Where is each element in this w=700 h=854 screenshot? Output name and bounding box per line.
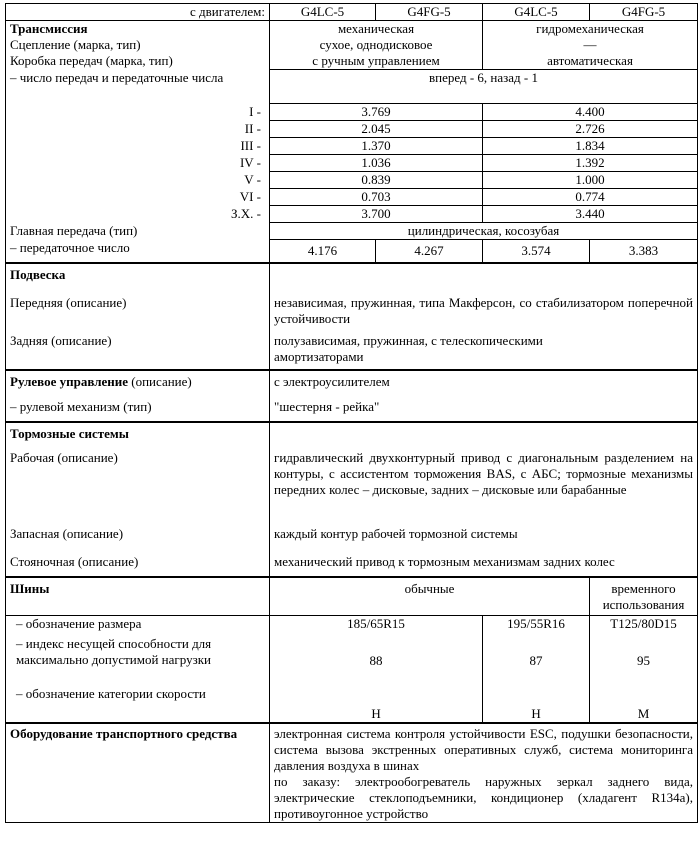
clutch-label: Сцепление (марка, тип): [10, 37, 141, 52]
spec-table: [5, 3, 698, 823]
gear-row: [6, 121, 698, 138]
gear-manual-ratio: 0.703: [270, 189, 483, 206]
tires-regular-header: обычные: [270, 577, 590, 616]
brakes-spare-value: каждый контур рабочей тормозной системы: [270, 524, 698, 552]
suspension-title-spacer: [270, 263, 698, 293]
engine-2: G4FG-5: [376, 4, 483, 21]
tires-temporary-header: временного использования: [590, 577, 698, 616]
automatic-transmission-cell: [483, 21, 698, 70]
gear-label: IV -: [6, 155, 270, 172]
gear-count-value: вперед - 6, назад - 1: [270, 70, 698, 104]
suspension-title-row: [6, 263, 698, 293]
gear-auto-ratio: 4.400: [483, 104, 698, 121]
gear-auto-ratio: 2.726: [483, 121, 698, 138]
steering-mechanism-row: [6, 396, 698, 422]
steering-mechanism-value: "шестерня - рейка": [270, 396, 698, 422]
manual-transmission-cell: [270, 21, 483, 70]
main-gear-row: [6, 223, 698, 240]
ratio-1: 4.176: [270, 240, 376, 263]
gear-label: III -: [6, 138, 270, 155]
brakes-service-value: гидравлический двухконтурный привод с диагональным разделением на контуры, с ассистентом торможения BAS, с АБС; тормозные механизмы передних колес – дисковые, задних – дисковые или барабанные: [270, 448, 698, 524]
gear-row: [6, 172, 698, 189]
suspension-rear-label: Задняя (описание): [6, 331, 270, 370]
main-gear-value: цилиндрическая, косозубая: [270, 223, 698, 240]
suspension-title-cell: [6, 263, 270, 293]
gearbox-label: Коробка передач (марка, тип): [10, 53, 173, 68]
tires-header-row: [6, 577, 698, 616]
gear-row: [6, 104, 698, 121]
gear-count-label: – число передач и передаточные числа: [6, 70, 270, 104]
gear-label: З.Х. -: [6, 206, 270, 223]
tires-size-1: 185/65R15: [270, 615, 483, 636]
gear-label: I -: [6, 104, 270, 121]
gear-manual-ratio: 0.839: [270, 172, 483, 189]
brakes-title-spacer: [270, 422, 698, 448]
tires-load-2: 87: [483, 636, 590, 686]
brakes-title-row: [6, 422, 698, 448]
ratio-2: 4.267: [376, 240, 483, 263]
suspension-rear-value: полузависимая, пружинная, с телескопическими амортизаторами: [270, 331, 698, 370]
main-gear-label: Главная передача (тип): [6, 223, 270, 240]
gear-auto-ratio: 3.440: [483, 206, 698, 223]
brakes-service-label: Рабочая (описание): [6, 448, 270, 524]
gear-auto-ratio: 0.774: [483, 189, 698, 206]
equipment-title-cell: [6, 723, 270, 823]
gear-label: V -: [6, 172, 270, 189]
brakes-title-cell: [6, 422, 270, 448]
ratio-row: [6, 240, 698, 263]
gear-label: VI -: [6, 189, 270, 206]
tires-size-3: T125/80D15: [590, 615, 698, 636]
suspension-rear-row: [6, 331, 698, 370]
transmission-labels: [6, 21, 270, 70]
gear-manual-ratio: 3.700: [270, 206, 483, 223]
manual-clutch: сухое, однодисковое: [319, 37, 433, 52]
brakes-spare-label: Запасная (описание): [6, 524, 270, 552]
transmission-title: Трансмиссия: [10, 21, 88, 36]
suspension-front-row: [6, 293, 698, 331]
automatic-type: гидромеханическая: [536, 21, 644, 36]
brakes-parking-row: [6, 552, 698, 577]
gear-auto-ratio: 1.392: [483, 155, 698, 172]
suspension-title: Подвеска: [10, 266, 66, 282]
equipment-title: Оборудование транспортного средства: [10, 725, 238, 741]
steering-title: Рулевое управление: [10, 373, 129, 389]
tires-speed-3: M: [590, 686, 698, 723]
equipment-value-cell: [270, 723, 698, 823]
gear-row: [6, 155, 698, 172]
gear-row: [6, 206, 698, 223]
tires-load-3: 95: [590, 636, 698, 686]
brakes-parking-value: механический привод к тормозным механизмам задних колес: [270, 552, 698, 577]
steering-mechanism-label: – рулевой механизм (тип): [6, 396, 270, 422]
tires-speed-2: H: [483, 686, 590, 723]
tires-size-2: 195/55R16: [483, 615, 590, 636]
automatic-gearbox: автоматическая: [547, 53, 633, 68]
gear-row: [6, 138, 698, 155]
tires-size-label: – обозначение размера: [6, 615, 270, 636]
gear-manual-ratio: 1.036: [270, 155, 483, 172]
ratio-4: 3.383: [590, 240, 698, 263]
tires-speed-row: [6, 686, 698, 723]
tires-title: Шины: [10, 580, 50, 596]
automatic-clutch: —: [583, 37, 597, 52]
gear-count-row: [6, 70, 698, 104]
tires-title-cell: [6, 577, 270, 616]
engine-label: с двигателем:: [6, 4, 270, 21]
gear-row: [6, 189, 698, 206]
transmission-type-row: [6, 21, 698, 70]
brakes-title: Тормозные системы: [10, 425, 129, 441]
equipment-row: [6, 723, 698, 823]
equipment-optional: по заказу: электрообогреватель наружных зеркал заднего вида, электрические стеклоподъемники, кондиционер (хладагент R134a), противоугонное устройство: [274, 773, 694, 821]
steering-title-suffix: (описание): [128, 373, 192, 389]
ratio-label: – передаточное число: [6, 240, 270, 263]
suspension-front-value: независимая, пружинная, типа Макферсон, со стабилизатором поперечной устойчивости: [270, 293, 698, 331]
steering-value: с электроусилителем: [270, 370, 698, 396]
tires-speed-label: – обозначение категории скорости: [6, 686, 270, 723]
engine-header-row: [6, 4, 698, 21]
engine-3: G4LC-5: [483, 4, 590, 21]
brakes-service-row: [6, 448, 698, 524]
gear-auto-ratio: 1.000: [483, 172, 698, 189]
tires-speed-1: H: [270, 686, 483, 723]
engine-4: G4FG-5: [590, 4, 698, 21]
tires-load-1: 88: [270, 636, 483, 686]
gear-manual-ratio: 3.769: [270, 104, 483, 121]
gear-manual-ratio: 1.370: [270, 138, 483, 155]
brakes-parking-label: Стояночная (описание): [6, 552, 270, 577]
manual-type: механическая: [337, 21, 415, 36]
gear-manual-ratio: 2.045: [270, 121, 483, 138]
steering-row: [6, 370, 698, 396]
ratio-3: 3.574: [483, 240, 590, 263]
tires-load-label: – индекс несущей способности для максимально допустимой нагрузки: [6, 636, 270, 686]
equipment-standard: электронная система контроля устойчивости ESC, подушки безопасности, система вызова экстренных оперативных служб, система мониторинга давления воздуха в шинах: [274, 725, 694, 773]
brakes-spare-row: [6, 524, 698, 552]
gear-label: II -: [6, 121, 270, 138]
steering-title-cell: [6, 370, 270, 396]
gear-auto-ratio: 1.834: [483, 138, 698, 155]
tires-size-row: [6, 615, 698, 636]
tires-load-row: [6, 636, 698, 686]
suspension-front-label: Передняя (описание): [6, 293, 270, 331]
engine-1: G4LC-5: [270, 4, 376, 21]
manual-gearbox: с ручным управлением: [312, 53, 440, 68]
